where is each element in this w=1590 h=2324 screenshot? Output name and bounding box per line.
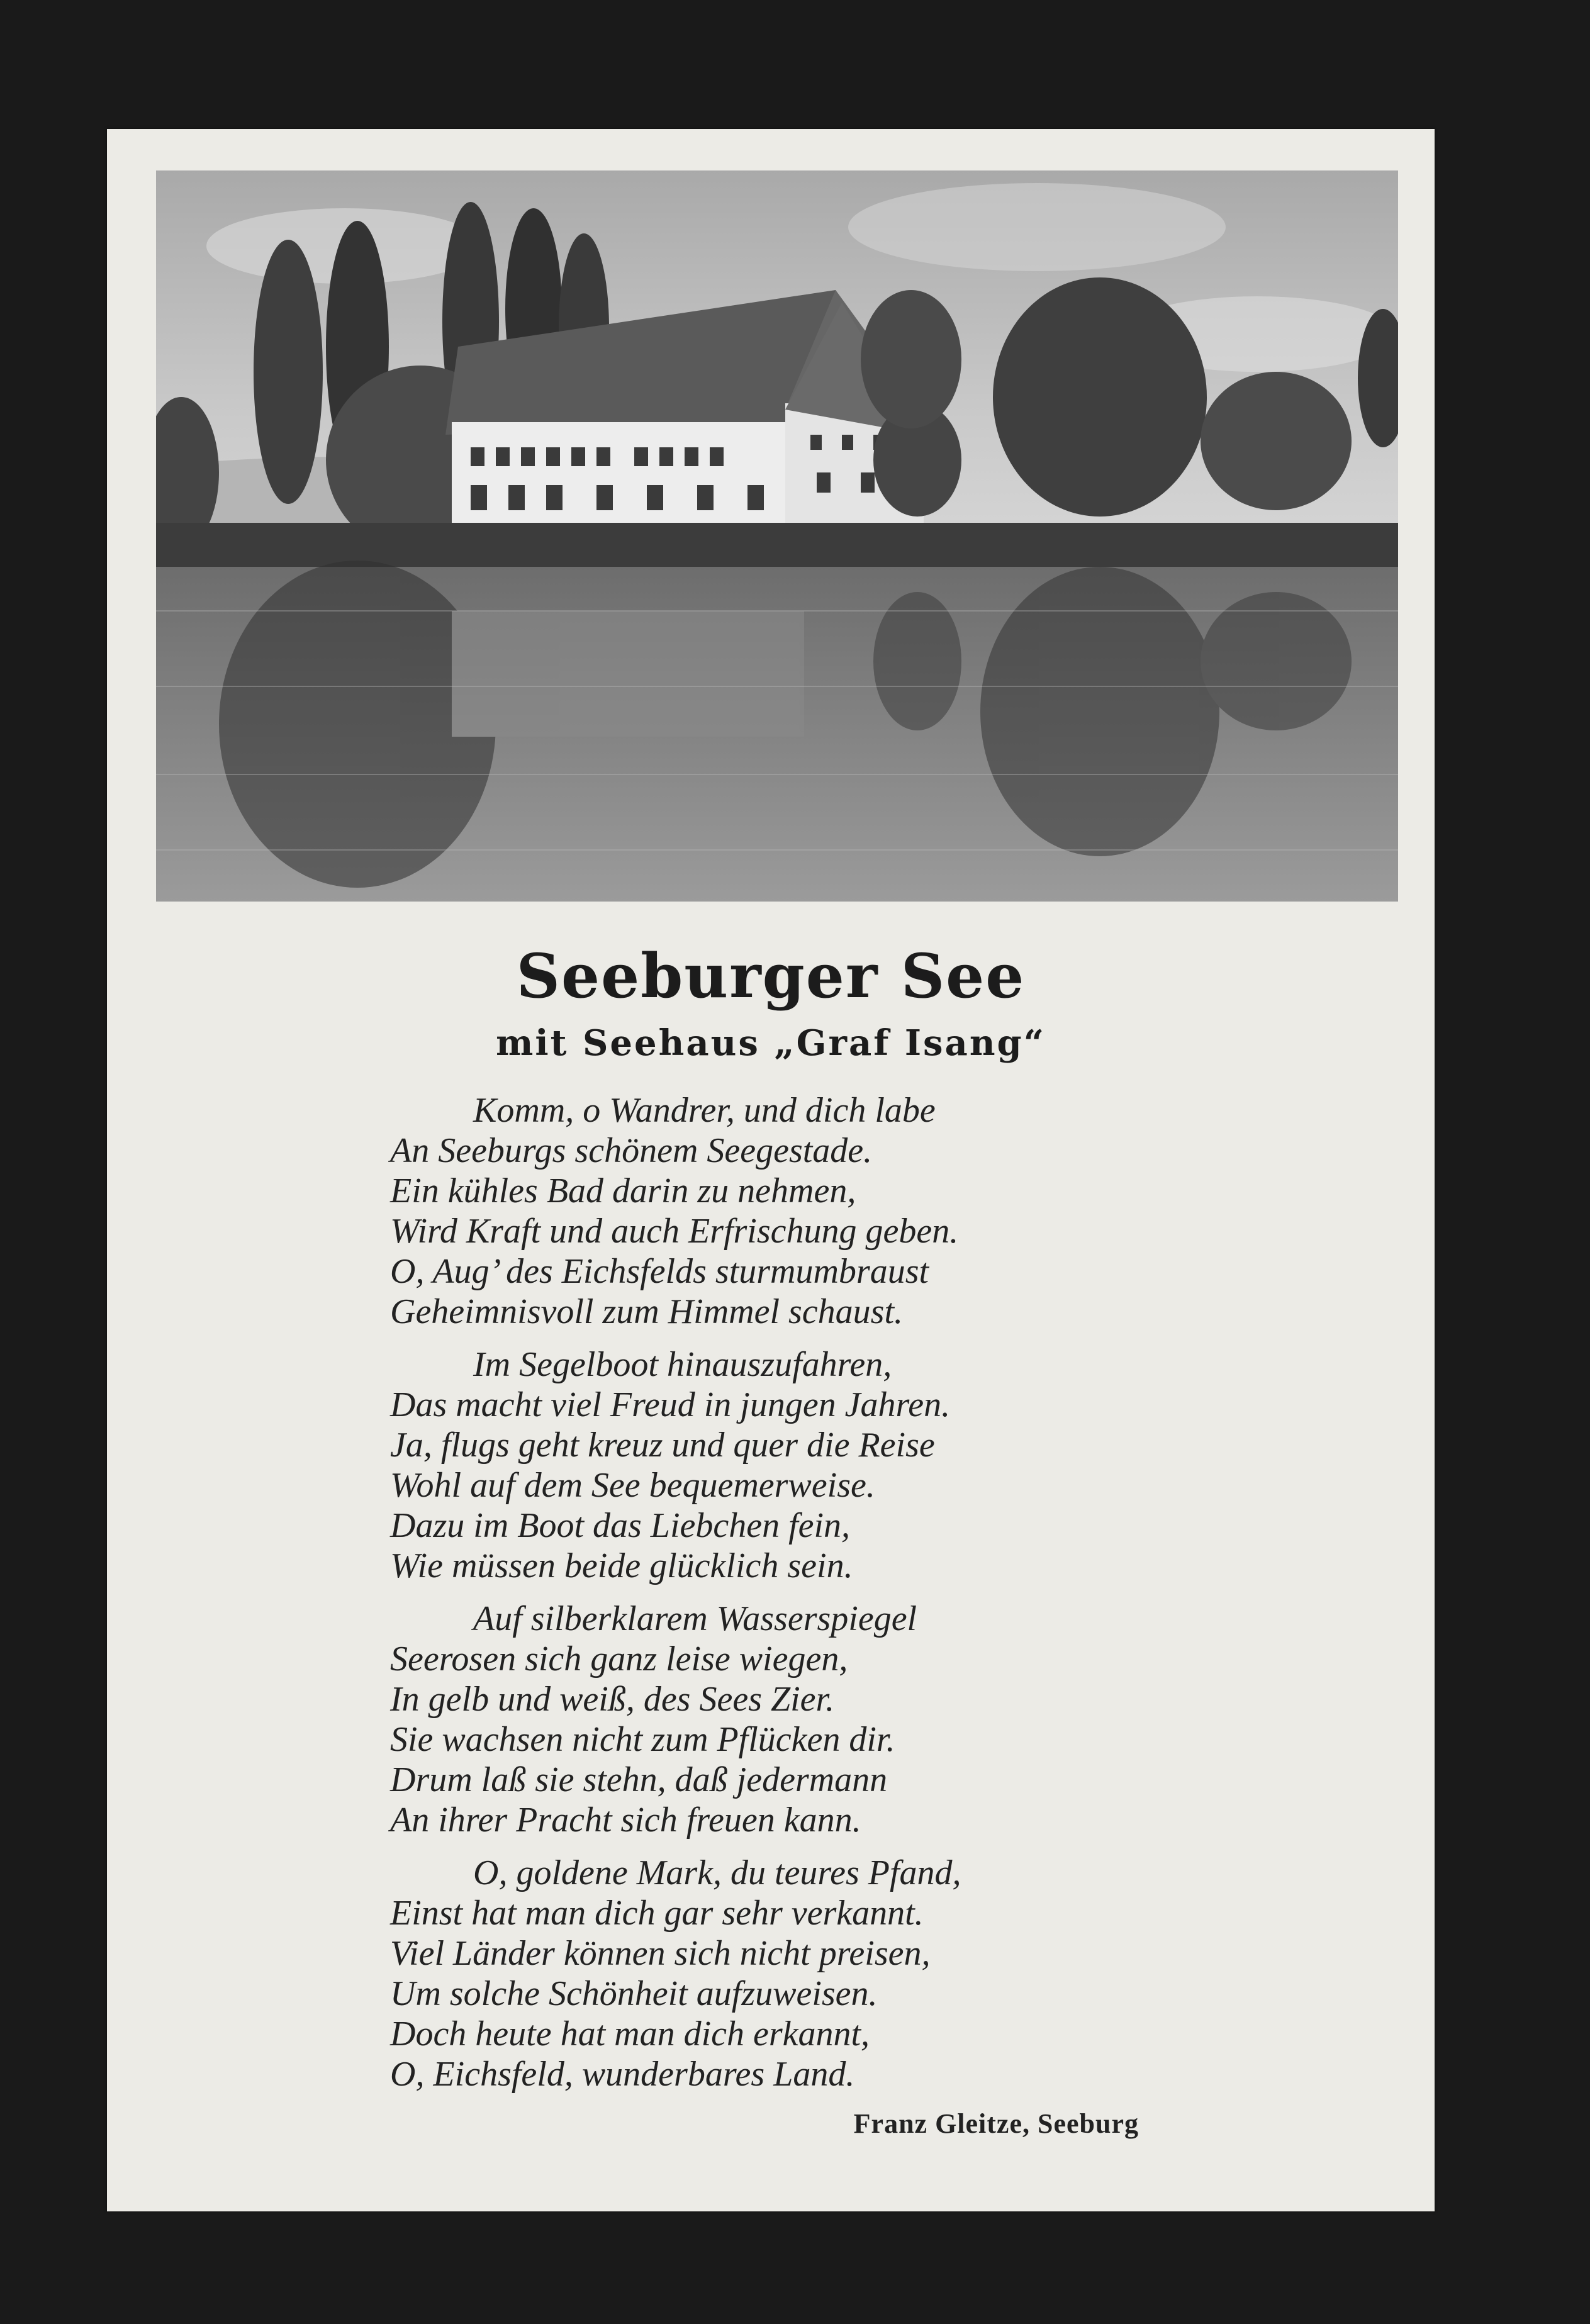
card-subtitle: mit Seehaus „Graf Isang“ — [496, 1022, 1046, 1064]
poem-line: Dazu im Boot das Liebchen fein, — [390, 1506, 851, 1545]
poem-line: Ein kühles Bad darin zu nehmen, — [390, 1171, 856, 1210]
poem-line: Im Segelboot hinauszufahren, — [473, 1345, 892, 1384]
poem — [390, 1090, 1372, 2107]
poem-stanza — [390, 1853, 1372, 2094]
poem-line: Drum laß sie stehn, daß jedermann — [390, 1760, 888, 1799]
poem-line: Wird Kraft und auch Erfrischung geben. — [390, 1212, 959, 1251]
poem-line: O, Eichsfeld, wunderbares Land. — [390, 2055, 855, 2094]
poem-line: Seerosen sich ganz leise wiegen, — [390, 1640, 848, 1679]
poem-line: Wohl auf dem See bequemerweise. — [390, 1466, 875, 1505]
poem-stanza — [390, 1090, 1372, 1332]
poem-line: An ihrer Pracht sich freuen kann. — [390, 1801, 861, 1840]
poem-line: O, Aug’ des Eichsfelds sturmumbraust — [390, 1252, 929, 1291]
poem-stanza — [390, 1344, 1372, 1586]
poem-line: Das macht viel Freud in jungen Jahren. — [390, 1385, 951, 1424]
poem-line: O, goldene Mark, du teures Pfand, — [473, 1853, 961, 1892]
poem-stanza — [390, 1599, 1372, 1840]
poem-line: Um solche Schönheit aufzuweisen. — [390, 1974, 878, 2013]
poem-line: Ja, flugs geht kreuz und quer die Reise — [390, 1426, 935, 1465]
postcard — [107, 129, 1435, 2211]
poem-line: Komm, o Wandrer, und dich labe — [473, 1091, 936, 1130]
lake-house-photo-icon — [156, 170, 1398, 902]
card-title: Seeburger See — [516, 941, 1026, 1012]
poem-line: Doch heute hat man dich erkannt, — [390, 2014, 870, 2053]
poem-line: In gelb und weiß, des Sees Zier. — [390, 1680, 835, 1719]
poem-line: Sie wachsen nicht zum Pflücken dir. — [390, 1720, 895, 1759]
poem-line: Auf silberklarem Wasserspiegel — [473, 1599, 917, 1638]
poem-line: An Seeburgs schönem Seegestade. — [390, 1131, 873, 1170]
poem-line: Viel Länder können sich nicht preisen, — [390, 1934, 931, 1973]
poem-line: Einst hat man dich gar sehr verkannt. — [390, 1894, 924, 1933]
lake-house-photo — [156, 170, 1398, 902]
poem-line: Wie müssen beide glücklich sein. — [390, 1546, 853, 1585]
poem-line: Geheimnisvoll zum Himmel schaust. — [390, 1292, 904, 1331]
poem-author: Franz Gleitze, Seeburg — [853, 2108, 1139, 2139]
